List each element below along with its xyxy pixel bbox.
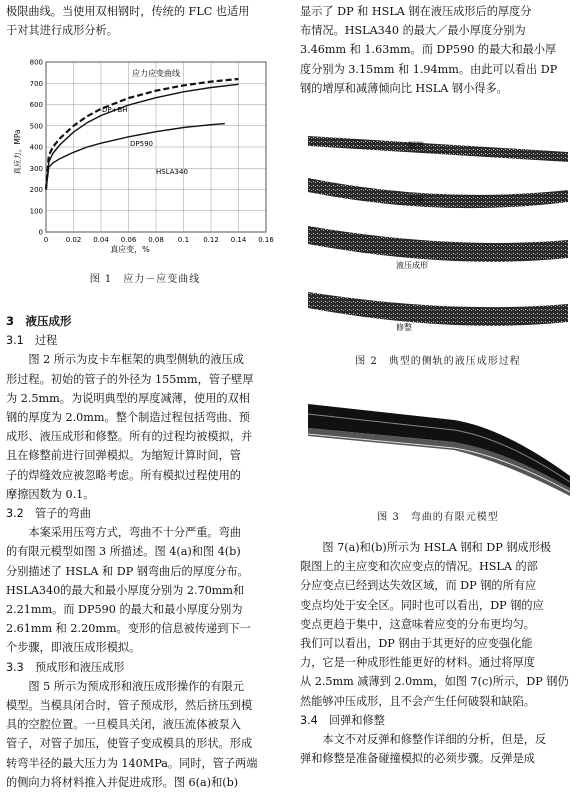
body-line: 模型。当模具闭合时，管子预成形，然后挤压到模 — [6, 699, 253, 713]
body-line: 的有限元模型如图 3 所描述。图 4(a)和图 4(b) — [6, 545, 241, 559]
x-tick-label: 0.04 — [93, 236, 109, 244]
x-tick-label: 0.08 — [148, 236, 164, 244]
right-column-top — [300, 2, 576, 98]
y-axis-label: 真应力，MPa — [13, 129, 22, 175]
y-tick-label: 800 — [29, 58, 43, 67]
fig2-label-bend: 弯曲 — [408, 195, 424, 204]
fig3-caption: 图 3 弯曲的有限元模型 — [377, 512, 499, 523]
right-text-line: 3.46mm 和 1.63mm。而 DP590 的最大和最小厚 — [300, 43, 557, 57]
series-label-dpbh: DP+BH — [102, 106, 128, 114]
subsection-heading: 3.4 回弹和修整 — [300, 713, 385, 727]
fig2-hydroform-process — [300, 108, 576, 358]
body-line: 变点均处于安全区。同时也可以看出，DP 钢的应 — [300, 598, 544, 612]
body-line: 为 2.5mm。为说明典型的厚度减薄，使用的双相 — [6, 391, 250, 405]
body-line: 力，它是一种成形性能更好的材料。通过将厚度 — [300, 656, 535, 670]
body-line: 成形、液压成形和修整。所有的过程均被模拟，并 — [6, 430, 253, 444]
body-line: 具的空腔位置。一旦模具关闭，液压流体被泵入 — [6, 718, 241, 732]
y-tick-label: 200 — [29, 186, 43, 194]
right-column-bottom — [300, 538, 576, 768]
fig3-svg — [304, 384, 574, 504]
fig2-caption: 图 2 典型的侧轨的液压成形过程 — [355, 356, 521, 367]
y-tick-label: 700 — [29, 79, 43, 88]
fig2-label-trim: 修整 — [396, 323, 412, 332]
y-tick-label: 100 — [29, 207, 43, 216]
right-text-line: 钢的增厚和减薄倾向比 HSLA 钢小得多。 — [300, 81, 508, 95]
x-tick-label: 0.02 — [65, 236, 82, 244]
stress-strain-chart — [10, 56, 278, 260]
x-tick-label: 0 — [43, 236, 49, 244]
die-image — [308, 404, 570, 496]
y-tick-label: 600 — [29, 101, 43, 109]
body-line: 分别描述了 HSLA 和 DP 钢弯曲后的厚度分布。 — [6, 564, 249, 578]
subsection-heading: 3.3 预成形和液压成形 — [6, 660, 125, 674]
body-line: 限图上的主应变和次应变点的情况。HSLA 的部 — [300, 560, 538, 574]
body-line: 个步骤，即液压成形模拟。 — [6, 641, 141, 655]
body-line: 本案采用压弯方式，弯曲不十分严重。弯曲 — [28, 526, 241, 540]
series-label-hsla340: HSLA340 — [156, 168, 188, 176]
body-line: 2.61mm 和 2.20mm。变形的信息被传递到下一 — [6, 622, 251, 636]
x-tick-label: 0.06 — [120, 236, 137, 244]
body-line: 形过程。初始的管子的外径为 155mm，管子壁厚 — [6, 372, 254, 386]
left-text-line: 于对其进行成形分析。 — [6, 24, 118, 38]
right-text-line: 显示了 DP 和 HSLA 钢在液压成形后的厚度分 — [300, 5, 532, 18]
body-line: 图 5 所示为预成形和液压成形操作的有限元 — [28, 679, 244, 693]
left-text-line: 极限曲线。当使用双相钢时，传统的 FLC 也适用 — [6, 5, 250, 18]
fig2-label-hydroform: 液压成形 — [396, 261, 428, 270]
right-text-line: 布情况。HSLA340 的最大／最小厚度分别为 — [300, 24, 526, 38]
series-line-dp590 — [46, 84, 239, 189]
x-tick-label: 0.16 — [258, 236, 274, 244]
section-3 — [6, 306, 284, 792]
x-tick-label: 0.1 — [177, 236, 190, 244]
body-line: 2.21mm。而 DP590 的最大和最小厚度分别为 — [6, 603, 243, 617]
right-text-line: 度分别为 3.15mm 和 1.94mm。由此可以看出 DP — [300, 62, 558, 76]
body-line: 本文不对反弹和修整作详细的分析，但是，反 — [322, 733, 547, 747]
x-tick-label: 0.14 — [230, 236, 247, 244]
y-tick-label: 400 — [29, 143, 43, 152]
fig2-label-tube: 钢管 — [408, 141, 424, 150]
fig3-fe-model — [304, 384, 574, 508]
x-tick-label: 0.12 — [203, 236, 219, 244]
body-line: HSLA340的最大和最小厚度分别为 2.70mm和 — [6, 583, 245, 597]
body-line: 变点更趋于集中，这意味着应变的分布更均匀。 — [300, 617, 535, 631]
chart-title: 应力应变曲线 — [132, 69, 180, 78]
subsection-heading: 3.1 过程 — [6, 334, 58, 348]
bend-stage-image — [308, 178, 568, 208]
trim-stage-image — [308, 292, 568, 326]
body-line: 分应变点已经到达失效区域，而 DP 钢的所有应 — [300, 579, 537, 593]
hydroform-stage-image — [308, 226, 568, 262]
body-line: 的侧向力将材料推入并促进成形。图 6(a)和(b) — [6, 775, 239, 789]
body-line: 钢的厚度为 2.0mm。整个制造过程包括弯曲、预 — [6, 411, 250, 425]
body-line: 摩擦因数为 0.1。 — [6, 487, 95, 501]
series-label-dp590: DP590 — [130, 140, 153, 148]
body-line: 弹和修整是准备碰撞模拟的必须步骤。反弹是成 — [300, 752, 535, 766]
body-line: 图 2 所示为皮卡车框架的典型侧轨的液压成 — [28, 353, 244, 367]
subsection-heading: 3.2 管子的弯曲 — [6, 507, 91, 521]
body-line: 图 7(a)和(b)所示为 HSLA 钢和 DP 钢成形极 — [322, 541, 552, 554]
fig1-caption: 图 1 应力－应变曲线 — [89, 274, 201, 285]
body-line: 管子，对管子加压，使管子变成模具的形状。形成 — [6, 737, 253, 751]
body-line: 然能够冲压成形，且不会产生任何破裂和缺陷。 — [300, 694, 535, 708]
y-tick-label: 0 — [38, 228, 43, 237]
body-line: 且在修整前进行回弹模拟。为缩短计算时间，管 — [6, 449, 241, 463]
chart-svg — [10, 56, 278, 256]
fig2-svg — [300, 108, 576, 354]
tube-stage-image — [308, 136, 568, 162]
body-line: 我们可以看出，DP 钢由于其更好的应变强化能 — [300, 637, 533, 651]
body-line: 子的焊缝效应被忽略考虑。所有模拟过程使用的 — [6, 468, 241, 482]
body-line: 从 2.5mm 减薄到 2.0mm，如图 7(c)所示，DP 钢仍 — [300, 675, 569, 689]
y-tick-label: 300 — [29, 164, 43, 173]
x-axis-label: 真应变，% — [110, 245, 150, 254]
left-column — [6, 2, 284, 40]
section-heading: 3 液压成形 — [6, 314, 72, 328]
y-tick-label: 500 — [29, 122, 43, 131]
body-line: 转弯半径的最大压力为 140MPa。同时，管子两端 — [6, 756, 258, 770]
